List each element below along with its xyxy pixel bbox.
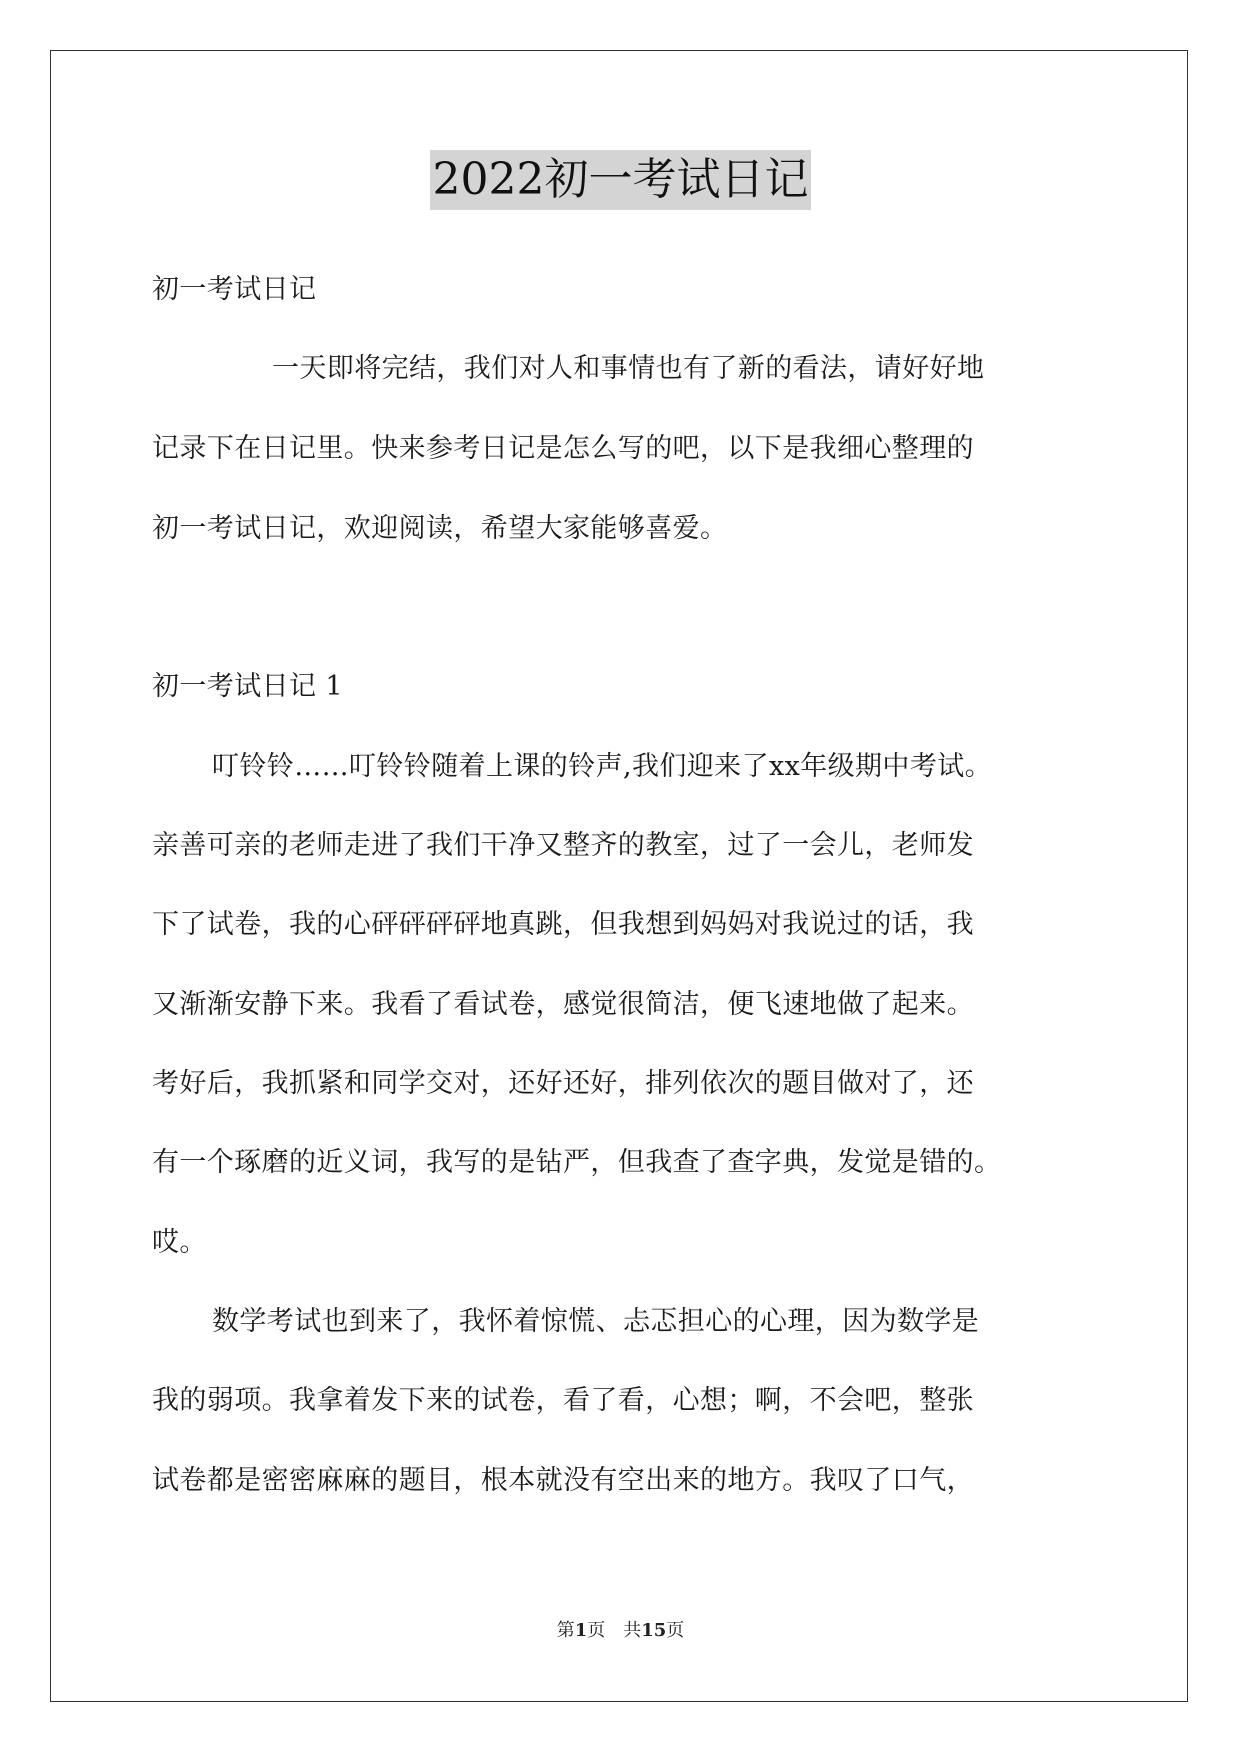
page-footer (0, 1617, 1241, 1645)
paragraph-line: 亲善可亲的老师走进了我们干净又整齐的教室，过了一会儿，老师发 (152, 830, 974, 861)
paragraph-line: 下了试卷，我的心砰砰砰砰地真跳，但我想到妈妈对我说过的话，我 (152, 909, 974, 940)
total-prefix: 共 (623, 1620, 642, 1641)
paragraph-line: 有一个琢磨的近义词，我写的是钻严，但我查了查字典，发觉是错的。 (152, 1147, 1002, 1178)
section-heading: 初一考试日记 (152, 274, 317, 305)
page-suffix: 页 (587, 1620, 606, 1641)
paragraph-line: 记录下在日记里。快来参考日记是怎么写的吧，以下是我细心整理的 (152, 433, 974, 464)
paragraph-line: 初一考试日记，欢迎阅读，希望大家能够喜爱。 (152, 513, 728, 544)
paragraph-line: 一天即将完结，我们对人和事情也有了新的看法，请好好地 (272, 353, 985, 384)
paragraph-line: 叮铃铃……叮铃铃随着上课的铃声,我们迎来了xx年级期中考试。 (212, 751, 993, 782)
paragraph-line: 数学考试也到来了，我怀着惊慌、忐忑担心的心理，因为数学是 (212, 1306, 980, 1337)
paragraph-line: 考好后，我抓紧和同学交对，还好还好，排列依次的题目做对了，还 (152, 1068, 974, 1099)
diary-heading: 初一考试日记 1 (152, 671, 343, 702)
paragraph-line: 试卷都是密密麻麻的题目，根本就没有空出来的地方。我叹了口气， (152, 1465, 974, 1496)
paragraph-line: 我的弱项。我拿着发下来的试卷，看了看，心想；啊，不会吧，整张 (152, 1385, 974, 1416)
page-prefix: 第 (556, 1620, 575, 1641)
total-suffix: 页 (666, 1620, 685, 1641)
document-title: 2022初一考试日记 (430, 150, 812, 210)
paragraph-line: 又渐渐安静下来。我看了看试卷，感觉很简洁，便飞速地做了起来。 (152, 989, 974, 1020)
page-number: 1 (574, 1620, 588, 1641)
total-pages: 15 (641, 1620, 667, 1641)
title-container (0, 150, 1241, 210)
paragraph-line: 哎。 (152, 1227, 207, 1258)
